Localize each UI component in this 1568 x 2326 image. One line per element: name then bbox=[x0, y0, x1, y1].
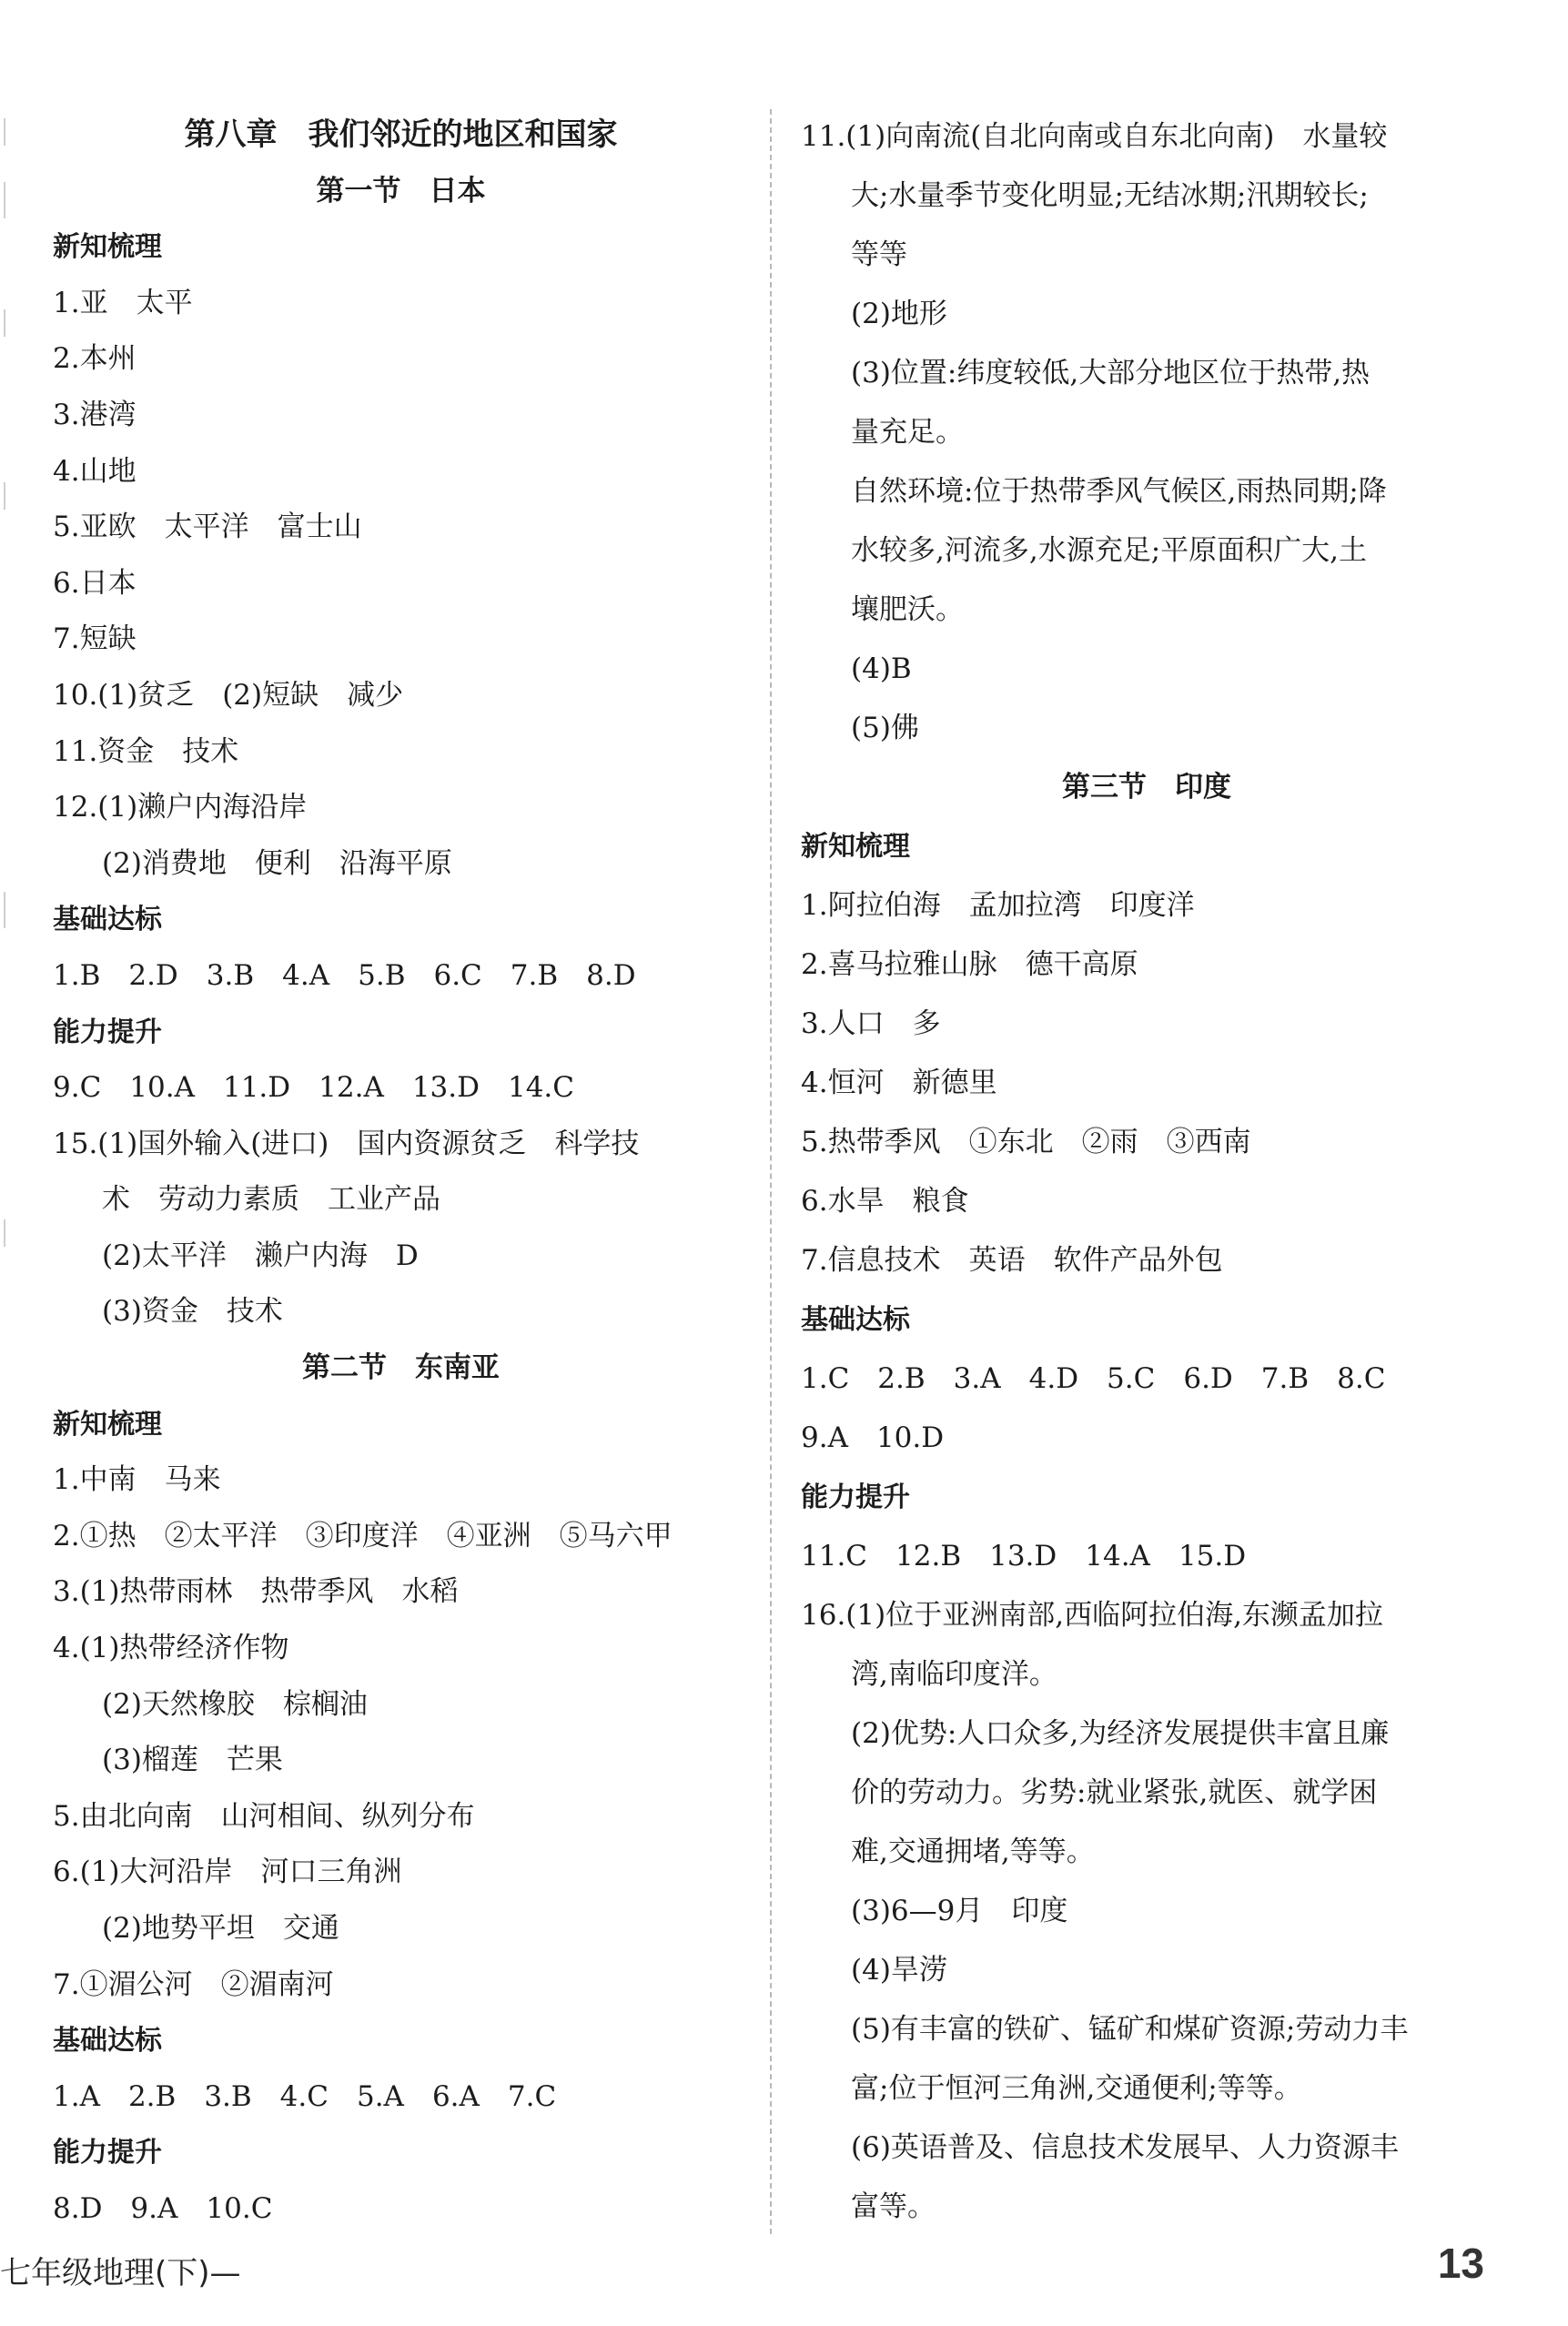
answer-line: (2)优势:人口众多,为经济发展提供丰富且廉 bbox=[851, 1717, 1390, 1750]
page-number: 13 bbox=[1437, 2240, 1484, 2287]
answer-line: 3.港湾 bbox=[53, 398, 137, 431]
answer-line: 价的劳动力。劣势:就业紧张,就医、就学困 bbox=[851, 1776, 1378, 1809]
answer-line: 11.C 12.B 13.D 14.A 15.D bbox=[801, 1540, 1247, 1573]
answer-line: 5.由北向南 山河相间、纵列分布 bbox=[53, 1799, 475, 1833]
answer-line: 6.(1)大河沿岸 河口三角洲 bbox=[53, 1856, 402, 1889]
answer-line: 1.亚 太平 bbox=[53, 286, 193, 319]
answer-line: 16.(1)位于亚洲南部,西临阿拉伯海,东濒孟加拉 bbox=[801, 1599, 1383, 1632]
subsection-heading: 基础达标 bbox=[801, 1304, 910, 1336]
answer-line: 难,交通拥堵,等等。 bbox=[851, 1836, 1095, 1868]
subsection-heading: 能力提升 bbox=[53, 2137, 162, 2169]
answer-line: 6.日本 bbox=[53, 566, 137, 600]
answer-line: (3)6—9月 印度 bbox=[851, 1895, 1068, 1927]
answer-line: 3.人口 多 bbox=[801, 1007, 941, 1040]
answer-line: 7.短缺 bbox=[53, 622, 137, 656]
subsection-heading: 能力提升 bbox=[801, 1482, 910, 1513]
answer-line: (3)资金 技术 bbox=[102, 1295, 283, 1329]
section-title: 第一节 日本 bbox=[316, 174, 486, 207]
answer-line: 5.亚欧 太平洋 富士山 bbox=[53, 511, 362, 544]
answer-line: 自然环境:位于热带季风气候区,雨热同期;降 bbox=[851, 475, 1387, 508]
answer-line: 3.(1)热带雨林 热带季风 水稻 bbox=[53, 1575, 459, 1609]
answer-line: 9.A 10.D bbox=[801, 1421, 945, 1454]
answer-line: 11.资金 技术 bbox=[53, 734, 239, 768]
answer-line: 富等。 bbox=[851, 2190, 936, 2223]
answer-line: 15.(1)国外输入(进口) 国内资源贫乏 科学技 bbox=[53, 1127, 640, 1160]
subsection-heading: 基础达标 bbox=[53, 2025, 162, 2058]
answer-line: 4.山地 bbox=[53, 454, 137, 488]
answer-line: (5)有丰富的铁矿、锰矿和煤矿资源;劳动力丰 bbox=[851, 2013, 1409, 2046]
answer-line: 5.热带季风 ①东北 ②雨 ③西南 bbox=[801, 1126, 1251, 1158]
answer-line: 9.C 10.A 11.D 12.A 13.D 14.C bbox=[53, 1071, 574, 1105]
answer-line: 术 劳动力素质 工业产品 bbox=[102, 1183, 440, 1217]
answer-line: 1.阿拉伯海 孟加拉湾 印度洋 bbox=[801, 889, 1195, 922]
answer-line: (3)榴莲 芒果 bbox=[102, 1744, 283, 1777]
section-title: 第二节 东南亚 bbox=[302, 1351, 500, 1385]
edge-marks bbox=[0, 100, 18, 1374]
answer-line: (2)地势平坦 交通 bbox=[102, 1912, 339, 1945]
answer-line: 1.A 2.B 3.B 4.C 5.A 6.A 7.C bbox=[53, 2079, 557, 2113]
answer-line: 1.B 2.D 3.B 4.A 5.B 6.C 7.B 8.D bbox=[53, 958, 636, 992]
chapter-title: 第八章 我们邻近的地区和国家 bbox=[184, 116, 618, 153]
subsection-heading: 新知梳理 bbox=[53, 231, 162, 264]
footer-book-title: 七年级地理(下)— bbox=[0, 2255, 241, 2291]
answer-line: (2)天然橡胶 棕榈油 bbox=[102, 1687, 368, 1721]
answer-line: 6.水旱 粮食 bbox=[801, 1185, 969, 1218]
answer-line: (6)英语普及、信息技术发展早、人力资源丰 bbox=[851, 2131, 1399, 2164]
answer-line: 12.(1)濑户内海沿岸 bbox=[53, 791, 308, 824]
subsection-heading: 新知梳理 bbox=[801, 831, 910, 863]
left-column bbox=[53, 107, 749, 2238]
answer-line: 湾,南临印度洋。 bbox=[851, 1658, 1057, 1691]
answer-line: 4.恒河 新德里 bbox=[801, 1067, 997, 1099]
answer-line: 2.喜马拉雅山脉 德干高原 bbox=[801, 948, 1138, 981]
answer-line: (5)佛 bbox=[851, 712, 919, 744]
subsection-heading: 基础达标 bbox=[53, 904, 162, 936]
answer-line: 大;水量季节变化明显;无结冰期;汛期较长; bbox=[851, 179, 1369, 212]
answer-line: (4)B bbox=[851, 652, 912, 685]
answer-line: (2)太平洋 濑户内海 D bbox=[102, 1239, 419, 1272]
answer-line: 1.C 2.B 3.A 4.D 5.C 6.D 7.B 8.C bbox=[801, 1362, 1386, 1395]
answer-line: (2)消费地 便利 沿海平原 bbox=[102, 846, 452, 880]
answer-line: 2.本州 bbox=[53, 342, 137, 376]
answer-line: 1.中南 马来 bbox=[53, 1463, 221, 1497]
answer-line: (2)地形 bbox=[851, 298, 947, 330]
answer-line: (4)旱涝 bbox=[851, 1954, 947, 1987]
answer-line: 量充足。 bbox=[851, 416, 964, 449]
answer-line: (3)位置:纬度较低,大部分地区位于热带,热 bbox=[851, 357, 1371, 389]
answer-line: 10.(1)贫乏 (2)短缺 减少 bbox=[53, 678, 404, 712]
column-divider bbox=[770, 109, 772, 2234]
answer-line: 等等 bbox=[851, 238, 907, 271]
answer-line: 壤肥沃。 bbox=[851, 593, 964, 626]
answer-line: 4.(1)热带经济作物 bbox=[53, 1632, 289, 1665]
answer-line: 8.D 9.A 10.C bbox=[53, 2191, 273, 2225]
answer-line: 11.(1)向南流(自北向南或自东北向南) 水量较 bbox=[801, 120, 1388, 153]
answer-line: 富;位于恒河三角洲,交通便利;等等。 bbox=[851, 2072, 1302, 2105]
subsection-heading: 能力提升 bbox=[53, 1016, 162, 1048]
section-title: 第三节 印度 bbox=[1062, 771, 1231, 804]
answer-line: 水较多,河流多,水源充足;平原面积广大,土 bbox=[851, 534, 1368, 567]
subsection-heading: 新知梳理 bbox=[53, 1408, 162, 1441]
right-column bbox=[801, 107, 1492, 2237]
answer-line: 2.①热 ②太平洋 ③印度洋 ④亚洲 ⑤马六甲 bbox=[53, 1519, 673, 1552]
answer-line: 7.①湄公河 ②湄南河 bbox=[53, 1967, 334, 2001]
answer-line: 7.信息技术 英语 软件产品外包 bbox=[801, 1244, 1223, 1277]
